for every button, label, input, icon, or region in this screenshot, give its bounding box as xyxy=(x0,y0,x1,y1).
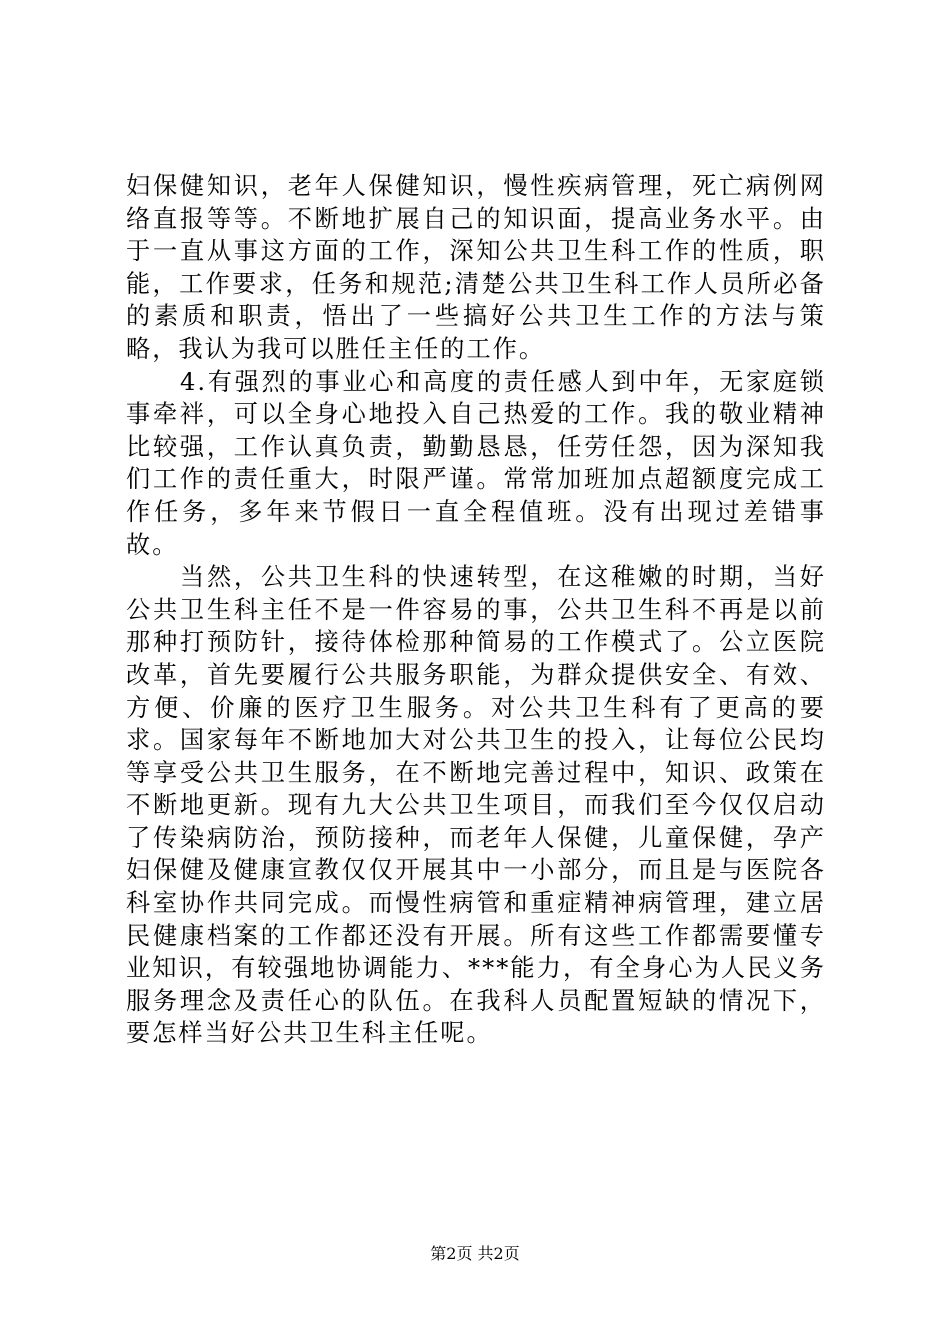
paragraph-continuation: 妇保健知识，老年人保健知识，慢性疾病管理，死亡病例网络直报等等。不断地扩展自己的知识面，提高业务水平。由于一直从事这方面的工作，深知公共卫生科工作的性质，职能，工作要求，任务和规范;清楚公共卫生科工作人员所必备的素质和职责，悟出了一些搞好公共卫生工作的方法与策略，我认为我可以胜任主任的工作。 xyxy=(126,172,826,363)
paragraph-item-4: 4.有强烈的事业心和高度的责任感人到中年，无家庭锁事牵袢，可以全身心地投入自己热爱的工作。我的敬业精神比较强，工作认真负责，勤勤恳恳，任劳任怨，因为深知我们工作的责任重大，时限严谨。常常加班加点超额度完成工作任务，多年来节假日一直全程值班。没有出现过差错事故。 xyxy=(126,367,826,559)
page-number-footer: 第2页 共2页 xyxy=(430,1244,520,1263)
paragraph-challenges: 当然，公共卫生科的快速转型，在这稚嫩的时期，当好公共卫生科主任不是一件容易的事，公共卫生科不再是以前那种打预防针，接待体检那种简易的工作模式了。公立医院改革，首先要履行公共服务职能，为群众提供安全、有效、方便、价廉的医疗卫生服务。对公共卫生科有了更高的要求。国家每年不断地加大对公共卫生的投入，让每位公民均等享受公共卫生服务，在不断地完善过程中，知识、政策在不断地更新。现有九大公共卫生项目，而我们至今仅仅启动了传染病防治，预防接种，而老年人保健，儿童保健，孕产妇保健及健康宣教仅仅开展其中一小部分，而且是与医院各科室协作共同完成。而慢性病管和重症精神病管理，建立居民健康档案的工作都还没有开展。所有这些工作都需要懂专业知识，有较强地协调能力、***能力，有全身心为人民义务服务理念及责任心的队伍。在我科人员配置短缺的情况下，要怎样当好公共卫生科主任呢。 xyxy=(126,563,826,1048)
document-body xyxy=(126,170,826,1050)
